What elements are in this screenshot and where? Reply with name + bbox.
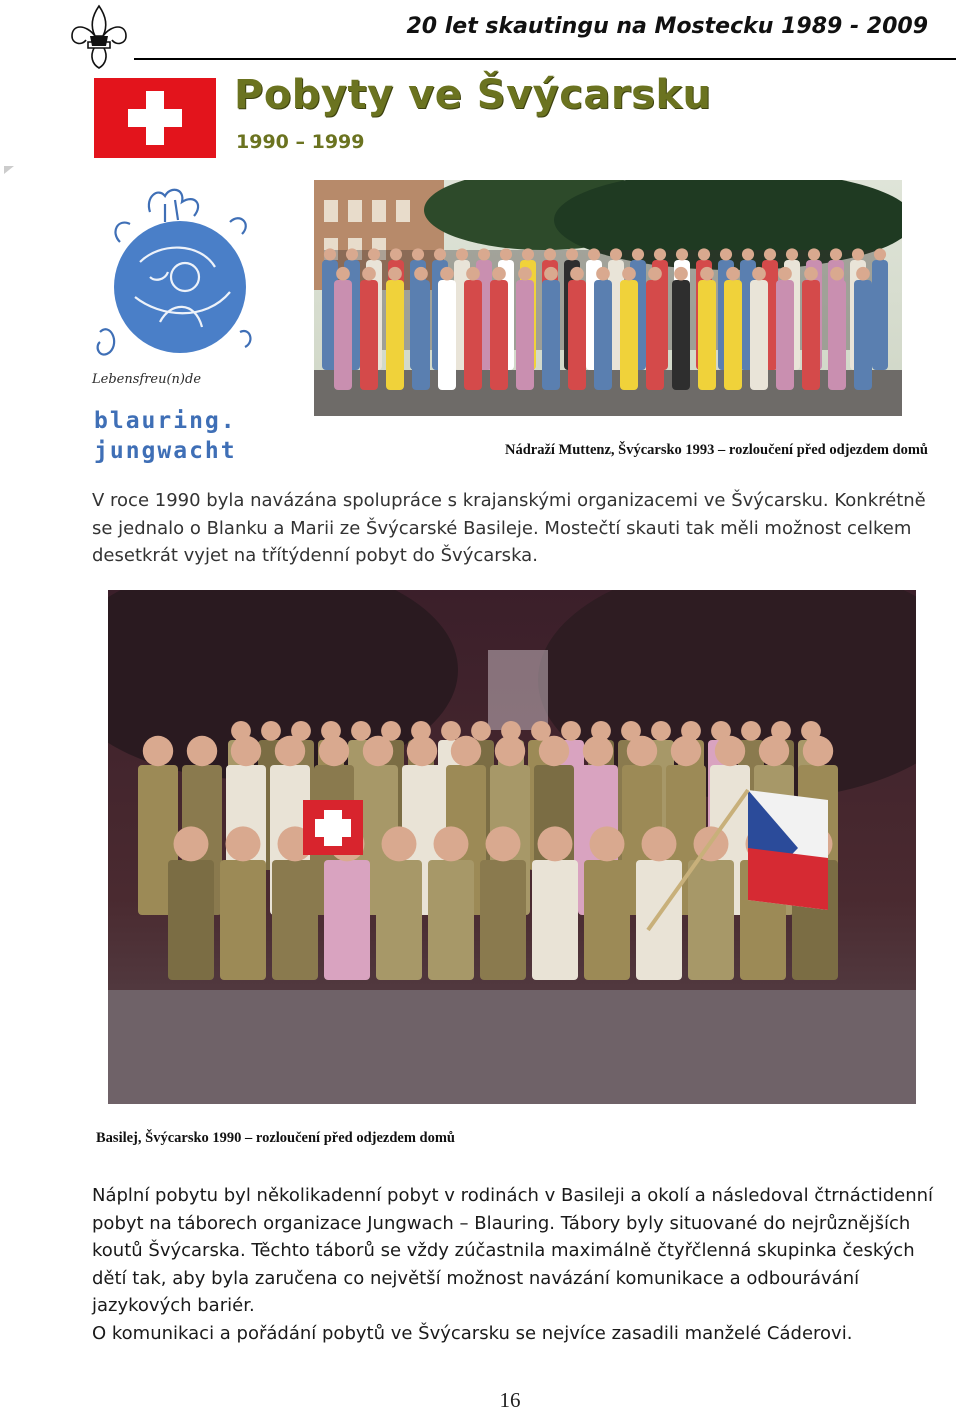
blauring-jungwacht-logo <box>90 182 260 470</box>
photo-muttenz-station <box>314 180 902 416</box>
page-subtitle: 1990 – 1999 <box>236 131 365 153</box>
intro-paragraph <box>92 487 942 570</box>
corner-mark <box>4 166 14 174</box>
header-rule <box>134 58 956 60</box>
body-paragraphs <box>92 1182 942 1347</box>
logo-script-text: Lebensfreu(n)de <box>92 372 202 387</box>
header-title: 20 let skautingu na Mostecku 1989 - 2009 <box>406 14 928 39</box>
photo-basel-scouts <box>108 590 916 1104</box>
logo-word-jungwacht: jungwacht <box>94 438 237 464</box>
photo-caption: Basilej, Švýcarsko 1990 – rozloučení před odjezdem domů <box>96 1130 455 1146</box>
globe-figure-icon <box>90 182 260 372</box>
photo-caption: Nádraží Muttenz, Švýcarsko 1993 – rozloučení před odjezdem domů <box>504 442 928 458</box>
paragraph-text: O komunikaci a pořádání pobytů ve Švýcarsku se nejvíce zasadili manželé Cáderovi. <box>92 1322 853 1344</box>
page-number: 16 <box>499 1388 521 1412</box>
scout-fleur-de-lis-icon <box>68 2 130 70</box>
swiss-flag-icon <box>94 78 216 158</box>
logo-word-blauring: blauring. <box>94 408 237 434</box>
paragraph-text: V roce 1990 byla navázána spolupráce s krajanskými organizacemi ve Švýcarsku. Konkrétně se jednalo o Blanku a Marii ze Švýcarské Basileje. Mostečtí skauti tak měli možnost celkem desetkrát vyjet na třítýdenní pobyt do Švýcarska. <box>92 490 926 566</box>
paragraph-text: Náplní pobytu byl několikadenní pobyt v rodinách v Basileji a okolí a následoval čtrnáctidenní pobyt na táborech organizace Jungwach – Blauring. Tábory byly situované do nejrůznějších koutů Švýcarska. Těchto táborů se vždy zúčastnila maximálně čtyřčlenná skupinka českých dětí tak, aby byla zaručena co největší možnost navázání komunikace a odbourávání jazykových bariér. <box>92 1185 934 1316</box>
page-title: Pobyty ve Švýcarsku <box>234 72 712 118</box>
